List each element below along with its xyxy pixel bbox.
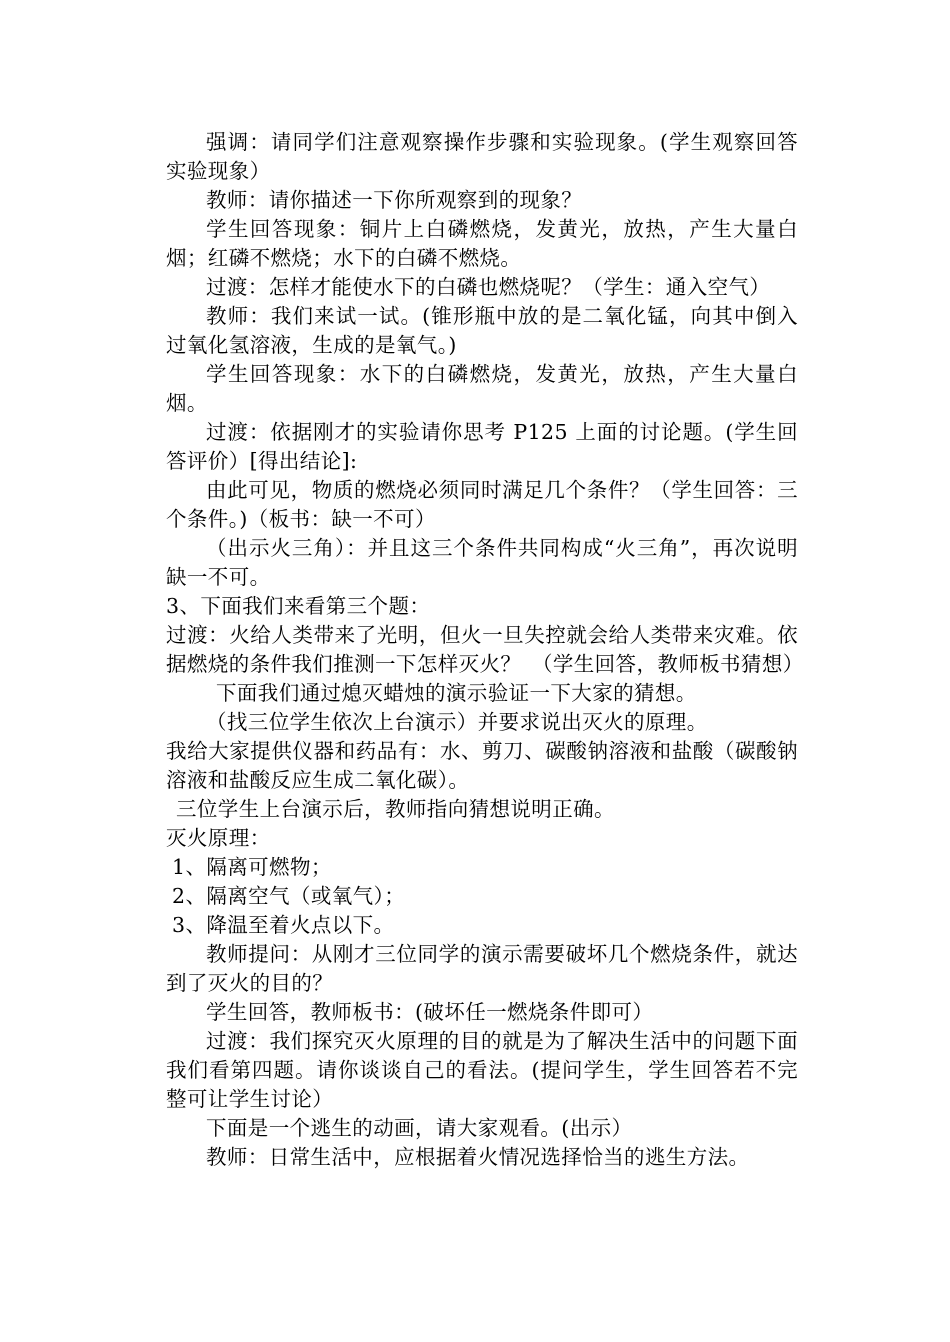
paragraph: 学生回答现象：水下的白磷燃烧，发黄光，放热，产生大量白烟。 xyxy=(166,362,798,415)
paragraph: 由此可见，物质的燃烧必须同时满足几个条件？（学生回答：三个条件。)（板书：缺一不可） xyxy=(166,478,798,531)
paragraph: 三位学生上台演示后，教师指向猜想说明正确。 xyxy=(176,797,615,821)
paragraph: 教师：请你描述一下你所观察到的现象？ xyxy=(206,188,583,212)
list-heading: 灭火原理： xyxy=(166,826,271,850)
list-item: 3、降温至着火点以下。 xyxy=(172,913,395,937)
paragraph: 过渡：我们探究灭火原理的目的就是为了解决生活中的问题下面我们看第四题。请你谈谈自己的看法。(提问学生，学生回答若不完整可让学生讨论） xyxy=(166,1029,798,1111)
paragraph: 过渡：火给人类带来了光明，但火一旦失控就会给人类带来灾难。依据燃烧的条件我们推测一下怎样灭火？ （学生回答，教师板书猜想） xyxy=(166,623,804,676)
paragraph: 我给大家提供仪器和药品有：水、剪刀、碳酸钠溶液和盐酸（碳酸钠溶液和盐酸反应生成二氧化碳）。 xyxy=(166,739,798,792)
paragraph: 学生回答现象：铜片上白磷燃烧，发黄光，放热，产生大量白烟；红磷不燃烧；水下的白磷不燃烧。 xyxy=(166,217,798,270)
paragraph: （找三位学生依次上台演示）并要求说出灭火的原理。 xyxy=(206,710,708,734)
paragraph: 强调：请同学们注意观察操作步骤和实验现象。(学生观察回答实验现象） xyxy=(166,130,798,183)
paragraph: 教师：日常生活中，应根据着火情况选择恰当的逃生方法。 xyxy=(206,1145,750,1169)
paragraph: 过渡：怎样才能使水下的白磷也燃烧呢？（学生：通入空气） xyxy=(206,275,771,299)
list-item: 2、隔离空气（或氧气）； xyxy=(172,884,406,908)
paragraph: 下面我们通过熄灭蜡烛的演示验证一下大家的猜想。 xyxy=(216,681,697,705)
paragraph: 教师：我们来试一试。(锥形瓶中放的是二氧化锰，向其中倒入过氧化氢溶液，生成的是氧气。) xyxy=(166,304,798,357)
document-body xyxy=(166,128,804,1172)
paragraph: （出示火三角）：并且这三个条件共同构成“火三角”，再次说明缺一不可。 xyxy=(166,536,798,589)
paragraph: 学生回答，教师板书：(破坏任一燃烧条件即可） xyxy=(206,1000,654,1024)
list-item: 1、隔离可燃物； xyxy=(172,855,332,879)
paragraph: 下面是一个逃生的动画，请大家观看。(出示） xyxy=(206,1116,633,1140)
paragraph: 教师提问：从刚才三位同学的演示需要破坏几个燃烧条件，就达到了灭火的目的？ xyxy=(166,942,798,995)
section-heading: 3、下面我们来看第三个题： xyxy=(166,594,431,618)
paragraph: 过渡：依据刚才的实验请你思考 P125 上面的讨论题。(学生回答评价）[得出结论]: xyxy=(166,420,798,473)
